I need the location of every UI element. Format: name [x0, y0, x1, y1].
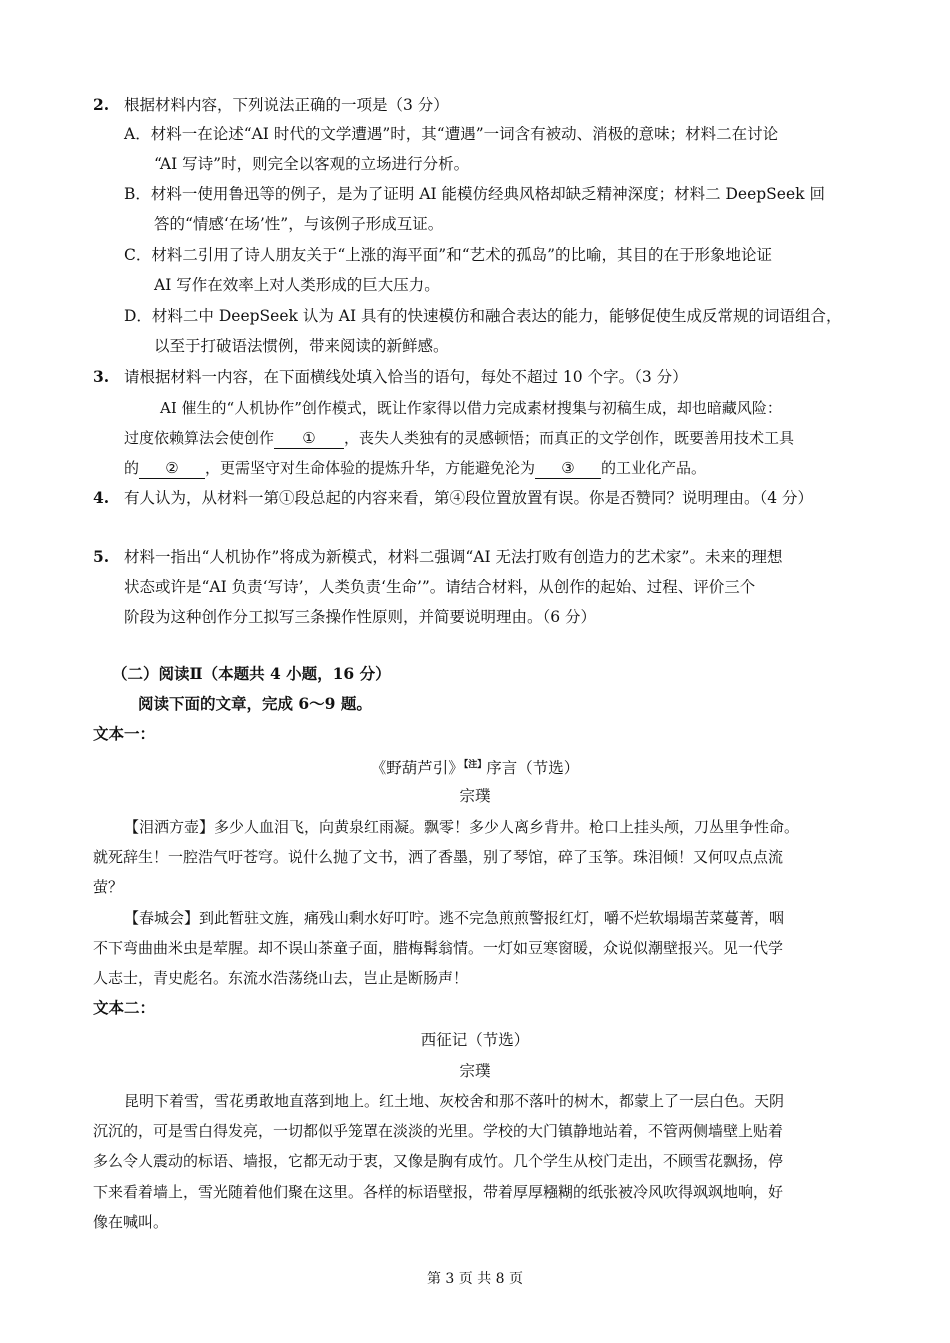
fill-passage-text: ，更需坚守对生命体验的提炼升华，方能避免沦为: [205, 459, 536, 477]
option-c-line-2: AI 写作在效率上对人类形成的巨大压力。: [154, 276, 440, 294]
text2-line-3: 多么令人震动的标语、墙报，它都无动于衷，又像是胸有成竹。几个学生从校门走出，不顾雪花飘扬，停: [93, 1152, 784, 1170]
question-5-line-3: 阶段为这种创作分工拟写三条操作性原则，并简要说明理由。（6 分）: [124, 608, 597, 626]
blank-1[interactable]: ①: [274, 428, 344, 449]
fill-passage-text: 过度依赖算法会使创作: [124, 429, 275, 447]
text2-author: 宗璞: [459, 1062, 491, 1080]
fill-passage-text: 的: [124, 459, 140, 477]
question-4-stem: 有人认为，从材料一第①段总起的内容来看，第④段位置放置有误。你是否赞同？说明理由。（4 分）: [124, 489, 814, 507]
section-instruction: 阅读下面的文章，完成 6～9 题。: [138, 694, 372, 713]
text2-label: 文本二：: [93, 998, 156, 1017]
question-2-stem: 根据材料内容，下列说法正确的一项是（3 分）: [124, 96, 449, 114]
text1-label: 文本一：: [93, 724, 156, 743]
question-2-number: 2.: [93, 95, 110, 114]
text1-para2-line-2: 不下弯曲曲米虫是荤腥。却不误山茶童子面，腊梅髯翁情。一灯如豆寒窗暖，众说似潮壁报兴。见一代学: [93, 939, 784, 957]
question-3-number: 3.: [93, 367, 110, 386]
text1-para1-line-2: 就死辞生！一腔浩气吁苍穹。说什么抛了文书，洒了香墨，别了琴馆，碎了玉筝。珠泪倾！又何叹点点流: [93, 848, 784, 866]
page-footer: 第 3 页 共 8 页: [426, 1271, 524, 1287]
question-4-number: 4.: [93, 488, 110, 507]
text2-line-4: 下来看着墙上，雪光随着他们聚在这里。各样的标语壁报，带着厚厚糨糊的纸张被冷风吹得飒飒地响，好: [93, 1183, 784, 1201]
text1-para1-line-3: 萤？: [93, 878, 124, 896]
option-c-line-1: C．材料二引用了诗人朋友关于“上涨的海平面”和“艺术的孤岛”的比喻，其目的在于形象地论证: [124, 246, 773, 264]
question-5-line-2: 状态或许是“AI 负责‘写诗’，人类负责‘生命’”。请结合材料，从创作的起始、过程、评价三个: [124, 578, 756, 596]
blank-3[interactable]: ③: [535, 458, 601, 479]
fill-passage-text: 的工业化产品。: [601, 459, 707, 477]
fill-passage-line-3: [124, 458, 706, 479]
option-b-line-2: 答的“情感‘在场’性”，与该例子形成互证。: [154, 215, 444, 233]
text1-para2-line-3: 人志士，青史彪名。东流水浩荡绕山去，岂止是断肠声！: [93, 969, 469, 987]
question-3-stem: 请根据材料一内容，在下面横线处填入恰当的语句，每处不超过 10 个字。（3 分）: [124, 368, 688, 386]
option-a-line-2: “AI 写诗”时，则完全以客观的立场进行分析。: [154, 155, 470, 173]
question-5-line-1: 材料一指出“人机协作”将成为新模式，材料二强调“AI 无法打败有创造力的艺术家”。未来的理想: [124, 548, 783, 566]
text2-line-1: 昆明下着雪，雪花勇敢地直落到地上。红土地、灰校舍和那不落叶的树木，都蒙上了一层白色。天阴: [124, 1092, 785, 1110]
option-b-line-1: B．材料一使用鲁迅等的例子，是为了证明 AI 能模仿经典风格却缺乏精神深度；材料二 DeepSeek 回: [124, 185, 825, 203]
text1-title: [0, 755, 950, 778]
text2-line-5: 像在喊叫。: [93, 1213, 169, 1231]
fill-passage-line-1: AI 催生的“人机协作”创作模式，既让作家得以借力完成素材搜集与初稿生成，却也暗藏风险：: [160, 399, 782, 417]
text1-title-note: 【注】: [463, 760, 487, 770]
section-heading: （二）阅读Ⅱ（本题共 4 小题，16 分）: [112, 664, 391, 683]
question-5-number: 5.: [93, 547, 110, 566]
option-d-line-2: 以至于打破语法惯例，带来阅读的新鲜感。: [154, 337, 449, 355]
text1-title-main: 《野葫芦引》: [370, 759, 464, 778]
text1-author: 宗璞: [459, 787, 491, 805]
fill-passage-line-2: [124, 428, 794, 449]
text2-line-2: 沉沉的，可是雪白得发亮，一切都似乎笼罩在淡淡的光里。学校的大门镇静地站着，不管两侧墙壁上贴着: [93, 1122, 784, 1140]
option-a-line-1: A．材料一在论述“AI 时代的文学遭遇”时，其“遭遇”一词含有被动、消极的意味；材料二在讨论: [124, 125, 779, 143]
text1-para1-line-1: 【泪洒方壶】多少人血泪飞，向黄泉红雨凝。飘零！多少人离乡背井。枪口上挂头颅，刀丛里争性命。: [124, 818, 800, 836]
option-d-line-1: D．材料二中 DeepSeek 认为 AI 具有的快速模仿和融合表达的能力，能够促使生成反常规的词语组合，: [124, 307, 842, 325]
text2-title: 西征记（节选）: [420, 1031, 530, 1049]
fill-passage-text: ，丧失人类独有的灵感顿悟；而真正的文学创作，既要善用技术工具: [344, 429, 795, 447]
text1-title-rest: 序言（节选）: [486, 759, 580, 778]
text1-para2-line-1: 【春城会】到此暂驻文旌，痛残山剩水好叮咛。逃不完急煎煎警报红灯，嚼不烂软塌塌苦菜蔓菁，咽: [124, 909, 785, 927]
blank-2[interactable]: ②: [139, 458, 205, 479]
